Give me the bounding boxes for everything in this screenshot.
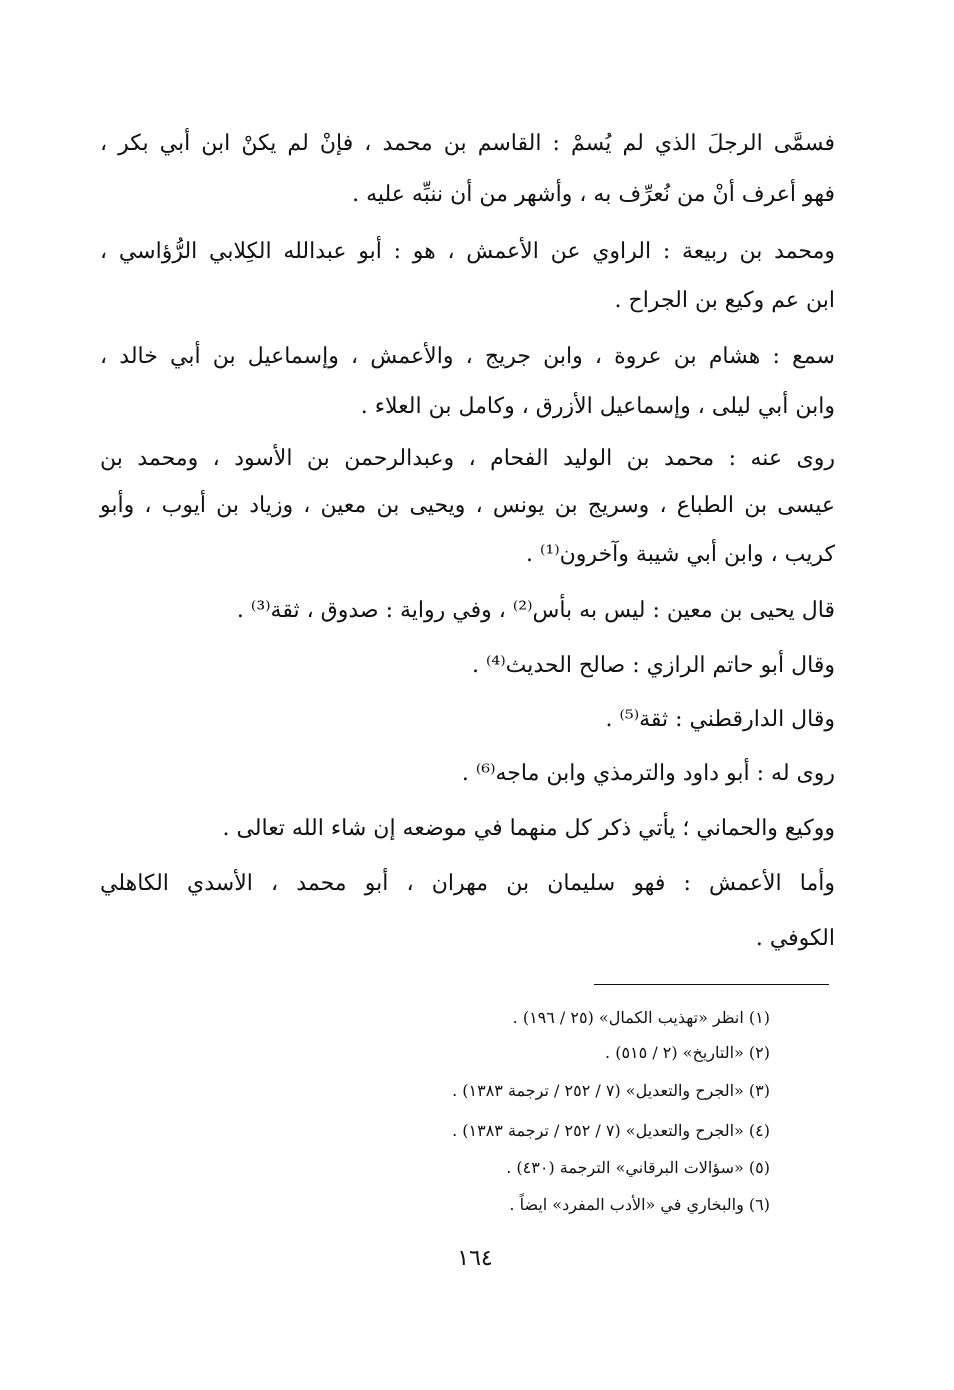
body-line: ومحمد بن ربيعة : الراوي عن الأعمش ، هو : أبو عبدالله الكِلابي الرُّؤاسي ، [100,239,835,264]
body-line: ووكيع والحماني ؛ يأتي ذكر كل منهما في موضعه إن شاء الله تعالى . [222,816,835,841]
body-line: وقال الدارقطني : ثقة⁽⁵⁾ . [605,707,835,732]
footnote: (٤) «الجرح والتعديل» (٧ / ٢٥٢ / ترجمة ١٣٨٣) . [452,1121,770,1140]
body-line: سمع : هشام بن عروة ، وابن جريج ، والأعمش ، وإسماعيل بن أبي خالد ، [100,344,835,369]
footnote: (١) انظر «تهذيب الكمال» (٢٥ / ١٩٦) . [512,1008,770,1027]
footnote: (٥) «سؤالات البرقاني» الترجمة (٤٣٠) . [506,1158,770,1177]
body-line: وأما الأعمش : فهو سليمان بن مهران ، أبو محمد ، الأسدي الكاهلي [100,871,835,896]
body-line: الكوفي . [755,926,835,951]
body-line: روى عنه : محمد بن الوليد الفحام ، وعبدالرحمن بن الأسود ، ومحمد بن [100,446,835,471]
body-line: ابن عم وكيع بن الجراح . [614,288,835,313]
body-line: فسمَّى الرجلَ الذي لم يُسمْ : القاسم بن محمد ، فإنْ لم يكنْ ابن أبي بكر ، [100,131,835,156]
body-line: قال يحيى بن معين : ليس به بأس⁽²⁾ ، وفي رواية : صدوق ، ثقة⁽³⁾ . [236,598,835,623]
body-line: كريب ، وابن أبي شيبة وآخرون⁽¹⁾ . [526,542,835,567]
footnote: (٦) والبخاري في «الأدب المفرد» ايضاً . [509,1195,770,1214]
body-line: وابن أبي ليلى ، وإسماعيل الأزرق ، وكامل بن العلاء . [360,394,835,419]
footnote-separator [594,984,829,985]
body-line: روى له : أبو داود والترمذي وابن ماجه⁽⁶⁾ . [461,761,835,786]
body-line: وقال أبو حاتم الرازي : صالح الحديث⁽⁴⁾ . [472,653,835,678]
footnote: (٢) «التاريخ» (٢ / ٥١٥) . [605,1043,770,1062]
body-line: فهو أعرف أنْ من نُعرِّف به ، وأشهر من أن ننبِّه عليه . [352,182,835,207]
footnote: (٣) «الجرح والتعديل» (٧ / ٢٥٢ / ترجمة ١٣٨٣) . [452,1081,770,1100]
page-number: ١٦٤ [457,1246,493,1271]
body-line: عيسى بن الطباع ، وسريج بن يونس ، ويحيى بن معين ، وزياد بن أيوب ، وأبو [100,493,835,518]
